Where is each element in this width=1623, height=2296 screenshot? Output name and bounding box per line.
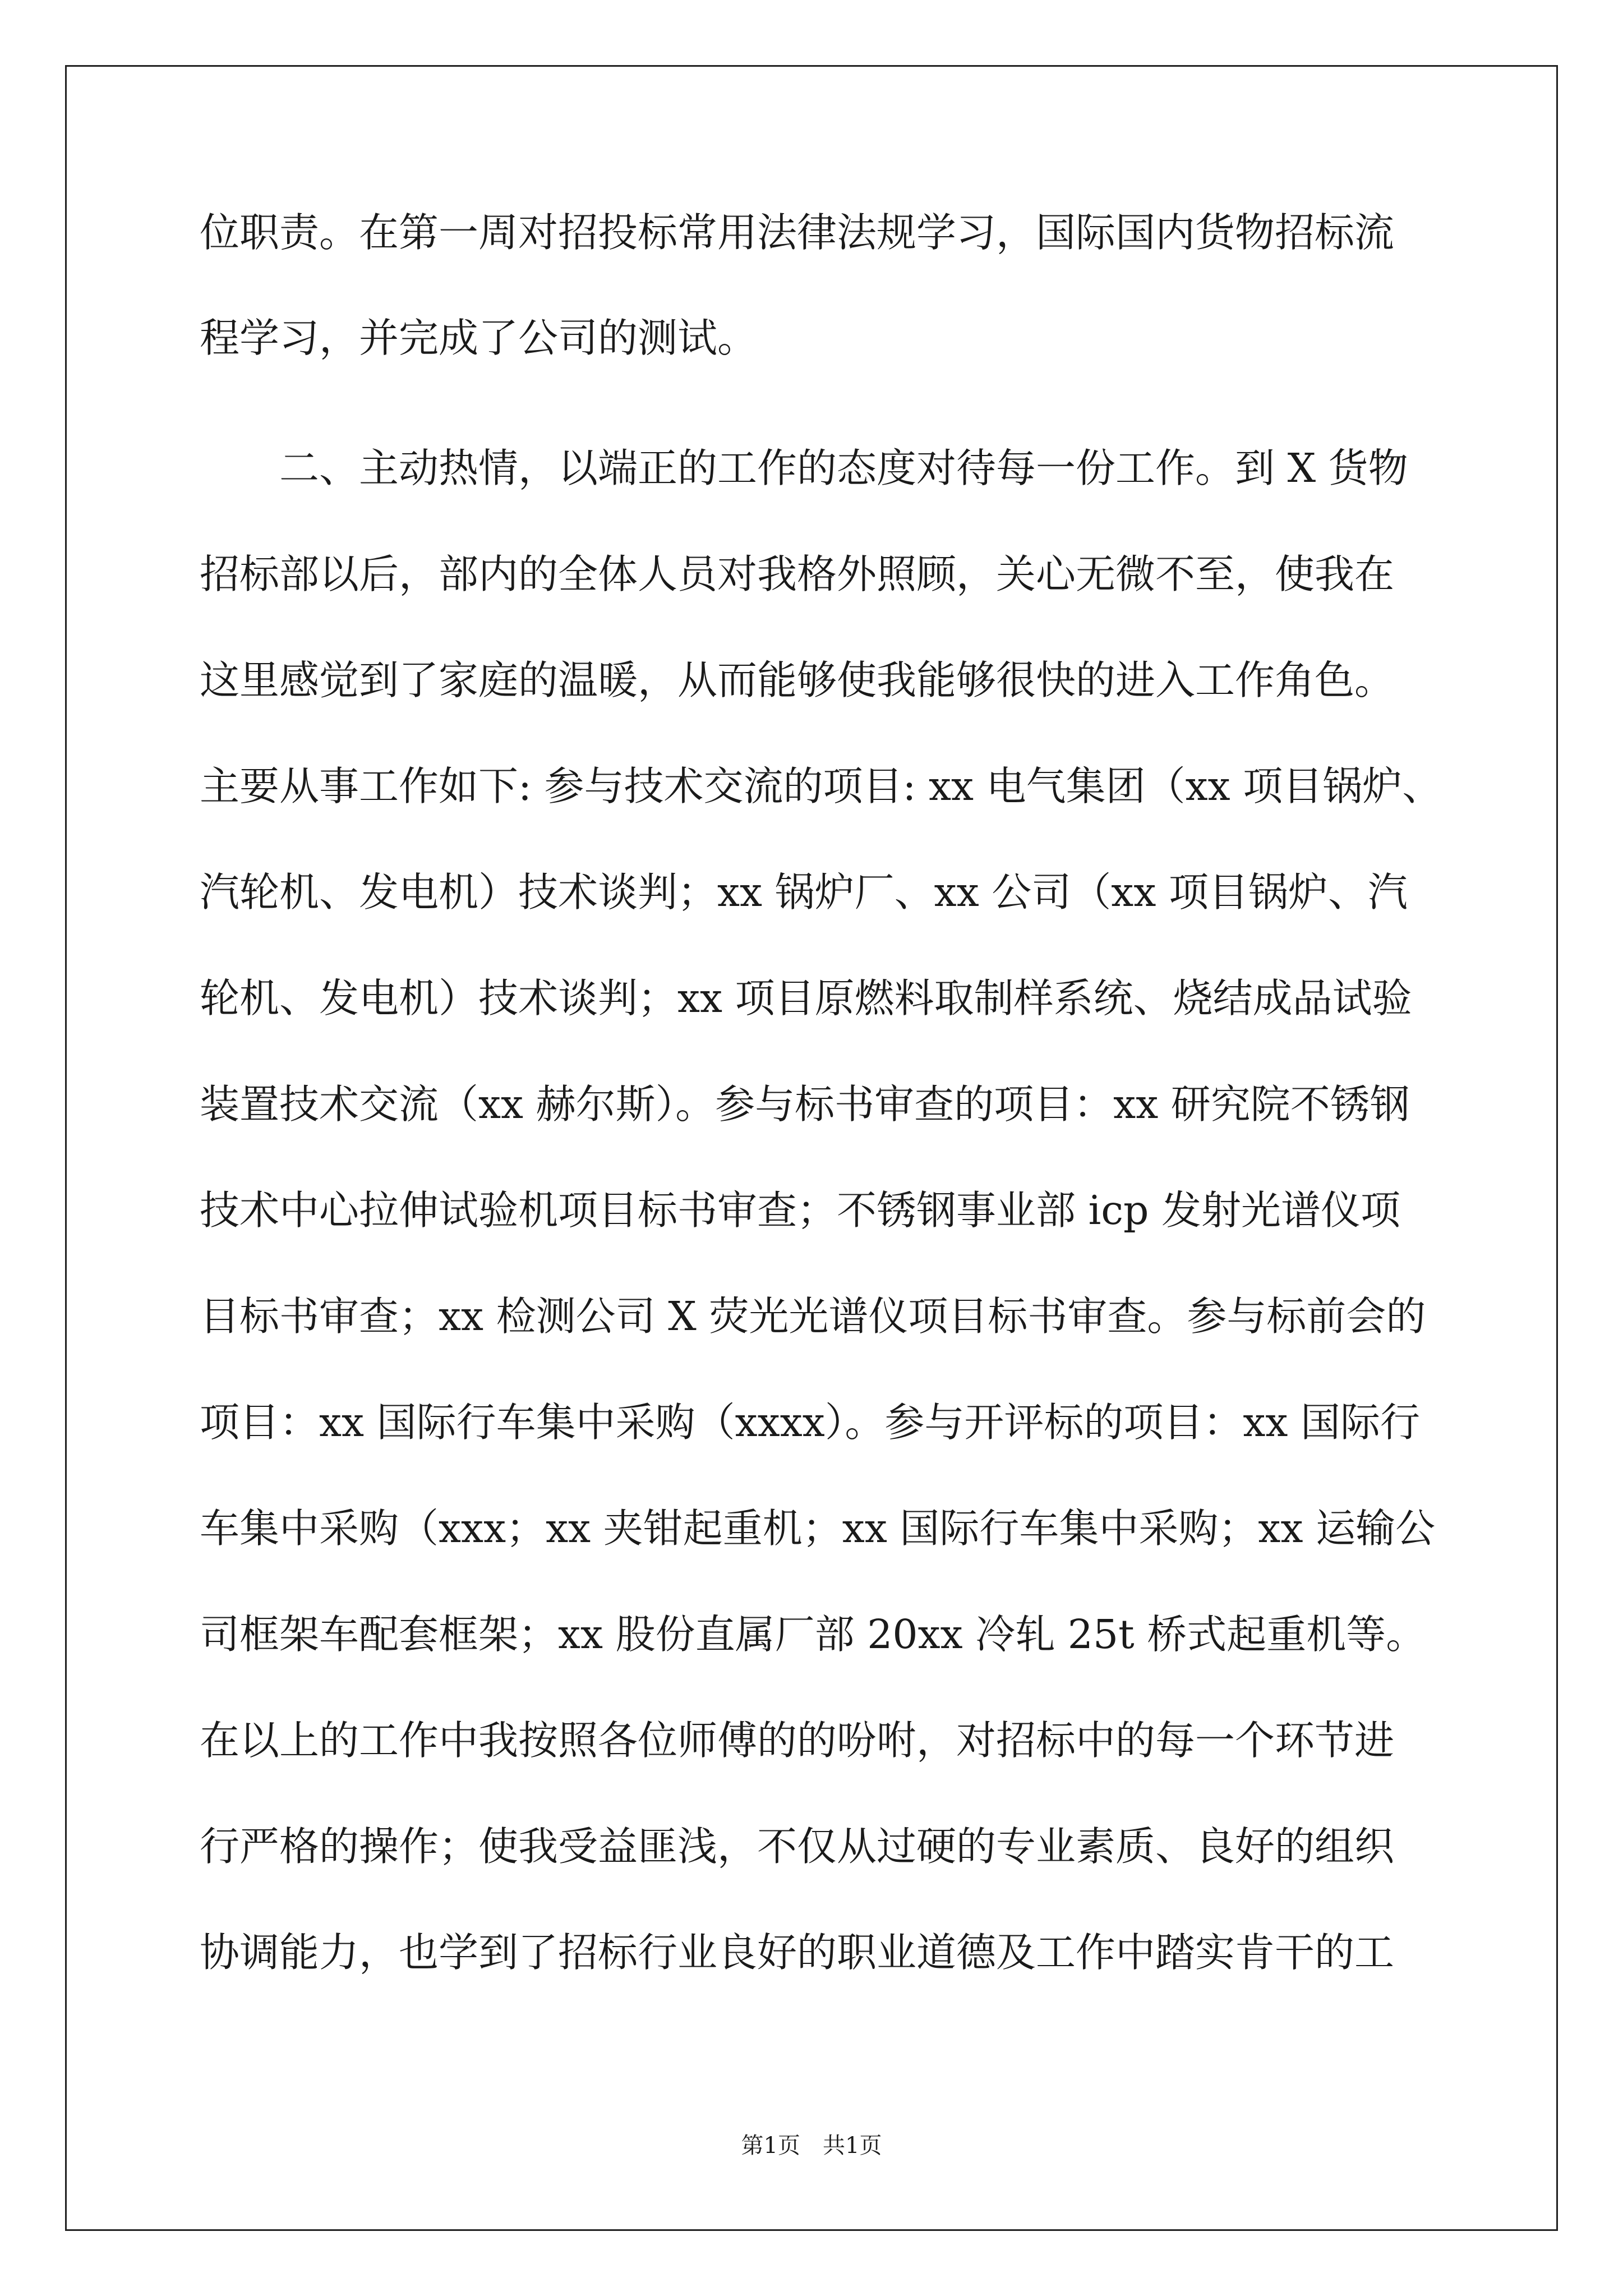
text-line: 项目：xx 国际行车集中采购（xxxx）。参与开评标的项目：xx 国际行	[200, 1399, 1420, 1446]
text-line: 这里感觉到了家庭的温暖，从而能够使我能够很快的进入工作角色。	[200, 657, 1395, 703]
text-line: 司框架车配套框架；xx 股份直属厂部 20xx 冷轧 25t 桥式起重机等。	[200, 1611, 1426, 1658]
text-line: 轮机、发电机）技术谈判；xx 项目原燃料取制样系统、烧结成品试验	[200, 975, 1412, 1022]
page-number: 第1页 共1页	[741, 2133, 882, 2159]
text-line: 车集中采购（xxx；xx 夹钳起重机；xx 国际行车集中采购；xx 运输公	[200, 1505, 1436, 1552]
text-line: 目标书审查；xx 检测公司 X 荧光光谱仪项目标书审查。参与标前会的	[200, 1293, 1426, 1340]
text-line: 二、主动热情，以端正的工作的态度对待每一份工作。到 X 货物	[200, 445, 1408, 491]
text-line: 技术中心拉伸试验机项目标书审查；不锈钢事业部 icp 发射光谱仪项	[200, 1187, 1401, 1234]
text-line: 在以上的工作中我按照各位师傅的的吩咐，对招标中的每一个环节进	[200, 1717, 1395, 1764]
text-line: 程学习，并完成了公司的测试。	[200, 315, 758, 361]
text-line: 汽轮机、发电机）技术谈判；xx 锅炉厂、xx 公司（xx 项目锅炉、汽	[200, 869, 1408, 915]
text-line: 行严格的操作；使我受益匪浅，不仅从过硬的专业素质、良好的组织	[200, 1823, 1395, 1870]
text-line: 装置技术交流（xx 赫尔斯）。参与标书审查的项目：xx 研究院不锈钢	[200, 1081, 1410, 1128]
text-line: 招标部以后，部内的全体人员对我格外照顾，关心无微不至，使我在	[200, 551, 1395, 597]
text-line: 位职责。在第一周对招投标常用法律法规学习，国际国内货物招标流	[200, 209, 1395, 256]
page-border	[65, 65, 1558, 2231]
text-line: 主要从事工作如下: 参与技术交流的项目: xx 电气集团（xx 项目锅炉、	[200, 763, 1442, 809]
text-line: 协调能力，也学到了招标行业良好的职业道德及工作中踏实肯干的工	[200, 1929, 1395, 1976]
